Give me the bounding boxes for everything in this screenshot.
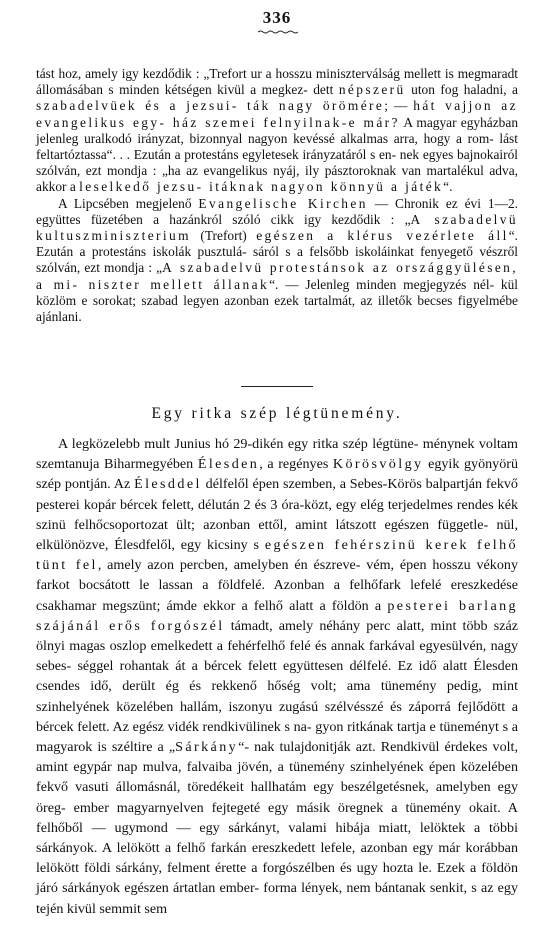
page-number-ornament-icon [258, 30, 298, 34]
section-divider [241, 386, 313, 387]
article-title: Egy ritka szép légtünemény. [151, 405, 403, 422]
page-number: 336 [262, 8, 292, 27]
article-body: A legközelebb mult Junius hó 29-dikén egy ritka szép légtüne- ménynek voltam szemtanuja Biharmegyében Élesden, a regényes Körösvölgy egyik gyönyörü szép pontján. Az Élesddel délfelől épen szemben, a Sebes-Körös balpartján fekvő pesterei kopár bércek felett, délután 2 és 3 óra-közt, egy elég terjedelmes rendes kék szinü felhőcsoportozat ült; azonban ettől, amint látszott egészen függetle- nül, elkülönözve, Élesdfelől, egy kicsiny s egészen fehérszinü kerek felhő tünt fel, amely azon percben, amelyben én észreve- vém, épen hosszu vékony farkot bocsátott le lassan a földfelé. Azonban a felhőfark lefelé ereszkedése csakhamar megszünt; ámde ekkor a felhő alatt a földön a pesterei barlang szájánál erős forgószél támadt, amely néhány perc alatt, mint több száz ölnyi magas oszlop emelkedett a fehérfelhő felé és annak farkával egyesülvén, nagy sebes- séggel rohantak át a bércek felett együttesen délfelé. Ez idő alatt Élesden csendes idő, derült ég és rekkenő hőség volt; ama tünemény pedig, mint szinhelyének közelében hallám, iszonyu zugású szélvésszé és záporrá fejlődött a bércek felett. Az egész vidék rendkivülinek s na- gyon ritkának tartja e tüneményt s a magyarok is széltire a „Sárkány“- nak tulajdonitják azt. Rendkivül érdekes volt, amint egypár nap mulva, falvaiba jövén, a tünemény szinhelyének épen közelében fekvő vasuti állomásnál, töredékeit hallhatám egy beszélgetésnek, amelyben egy öreg- ember magyarnyelven fejtegeté egy másik öregnek a tünemény okait. A felhőből — ugymond — egy sárkányt, valami hibája miatt, lelöktek a többi sárkányok. A lelökött a felhő farkán ereszkedett lefele, azonban egy már korábban lelökött földi sárkány, felment érette a forgószélben és ugy hozta le. Ezek a földön járó sárkányok egészen ártatlan ember- forma lények, nem bántanak senkit, s az egy tején kivül semmit sem [36, 436, 519, 917]
continued-text: tást hoz, amely igy kezdődik : „Trefort ur a hosszu miniszterválság mellett is megmaradt állomásában s minden kétségen kivül a megkez- dett népszerü uton fog haladni, a szabadelvüek és a jezsui- ták nagy örömére; — hát vajjon az evangelikus egy- ház szemei felnyilnak-e már? A magyar egyházban jelenleg uralkodó irányzat, bizonnyal nagyon kevéssé alkalmas arra, hogy a rom- lást feltartóztassa“. . . Ezután a protestáns egyletesek irányzatáról s en- nek egyes bajnokairól szólván, ezt mondja : „ha az evangelikus nyáj, ily pásztoroknak van martalékul adva, akkor a leselkedő jezsu- itáknak nagyon könnyü a játék“. A Lipcsében megjelenő Evangelische Kirchen — Chronik ez évi 1—2. együttes füzetében a hazánkról szóló cikk igy kezdődik : „A szabadelvü kultuszminiszterium (Trefort) egészen a klérus vezérlete áll“. Ezután a protestáns iskolák pusztulá- sáról s a felsőbb iskoláinkat fenyegető vészről szólván, ezt mondja : „A szabadelvü protestánsok az országgyülésen, a mi- niszter mellett állanak“. — Jelenleg minden megjegyzés nél- kül közlöm e sorokat; szabad legyen azonban ezek tartalmát, az illetők becses figyelmébe ajánlani. [36, 66, 519, 325]
